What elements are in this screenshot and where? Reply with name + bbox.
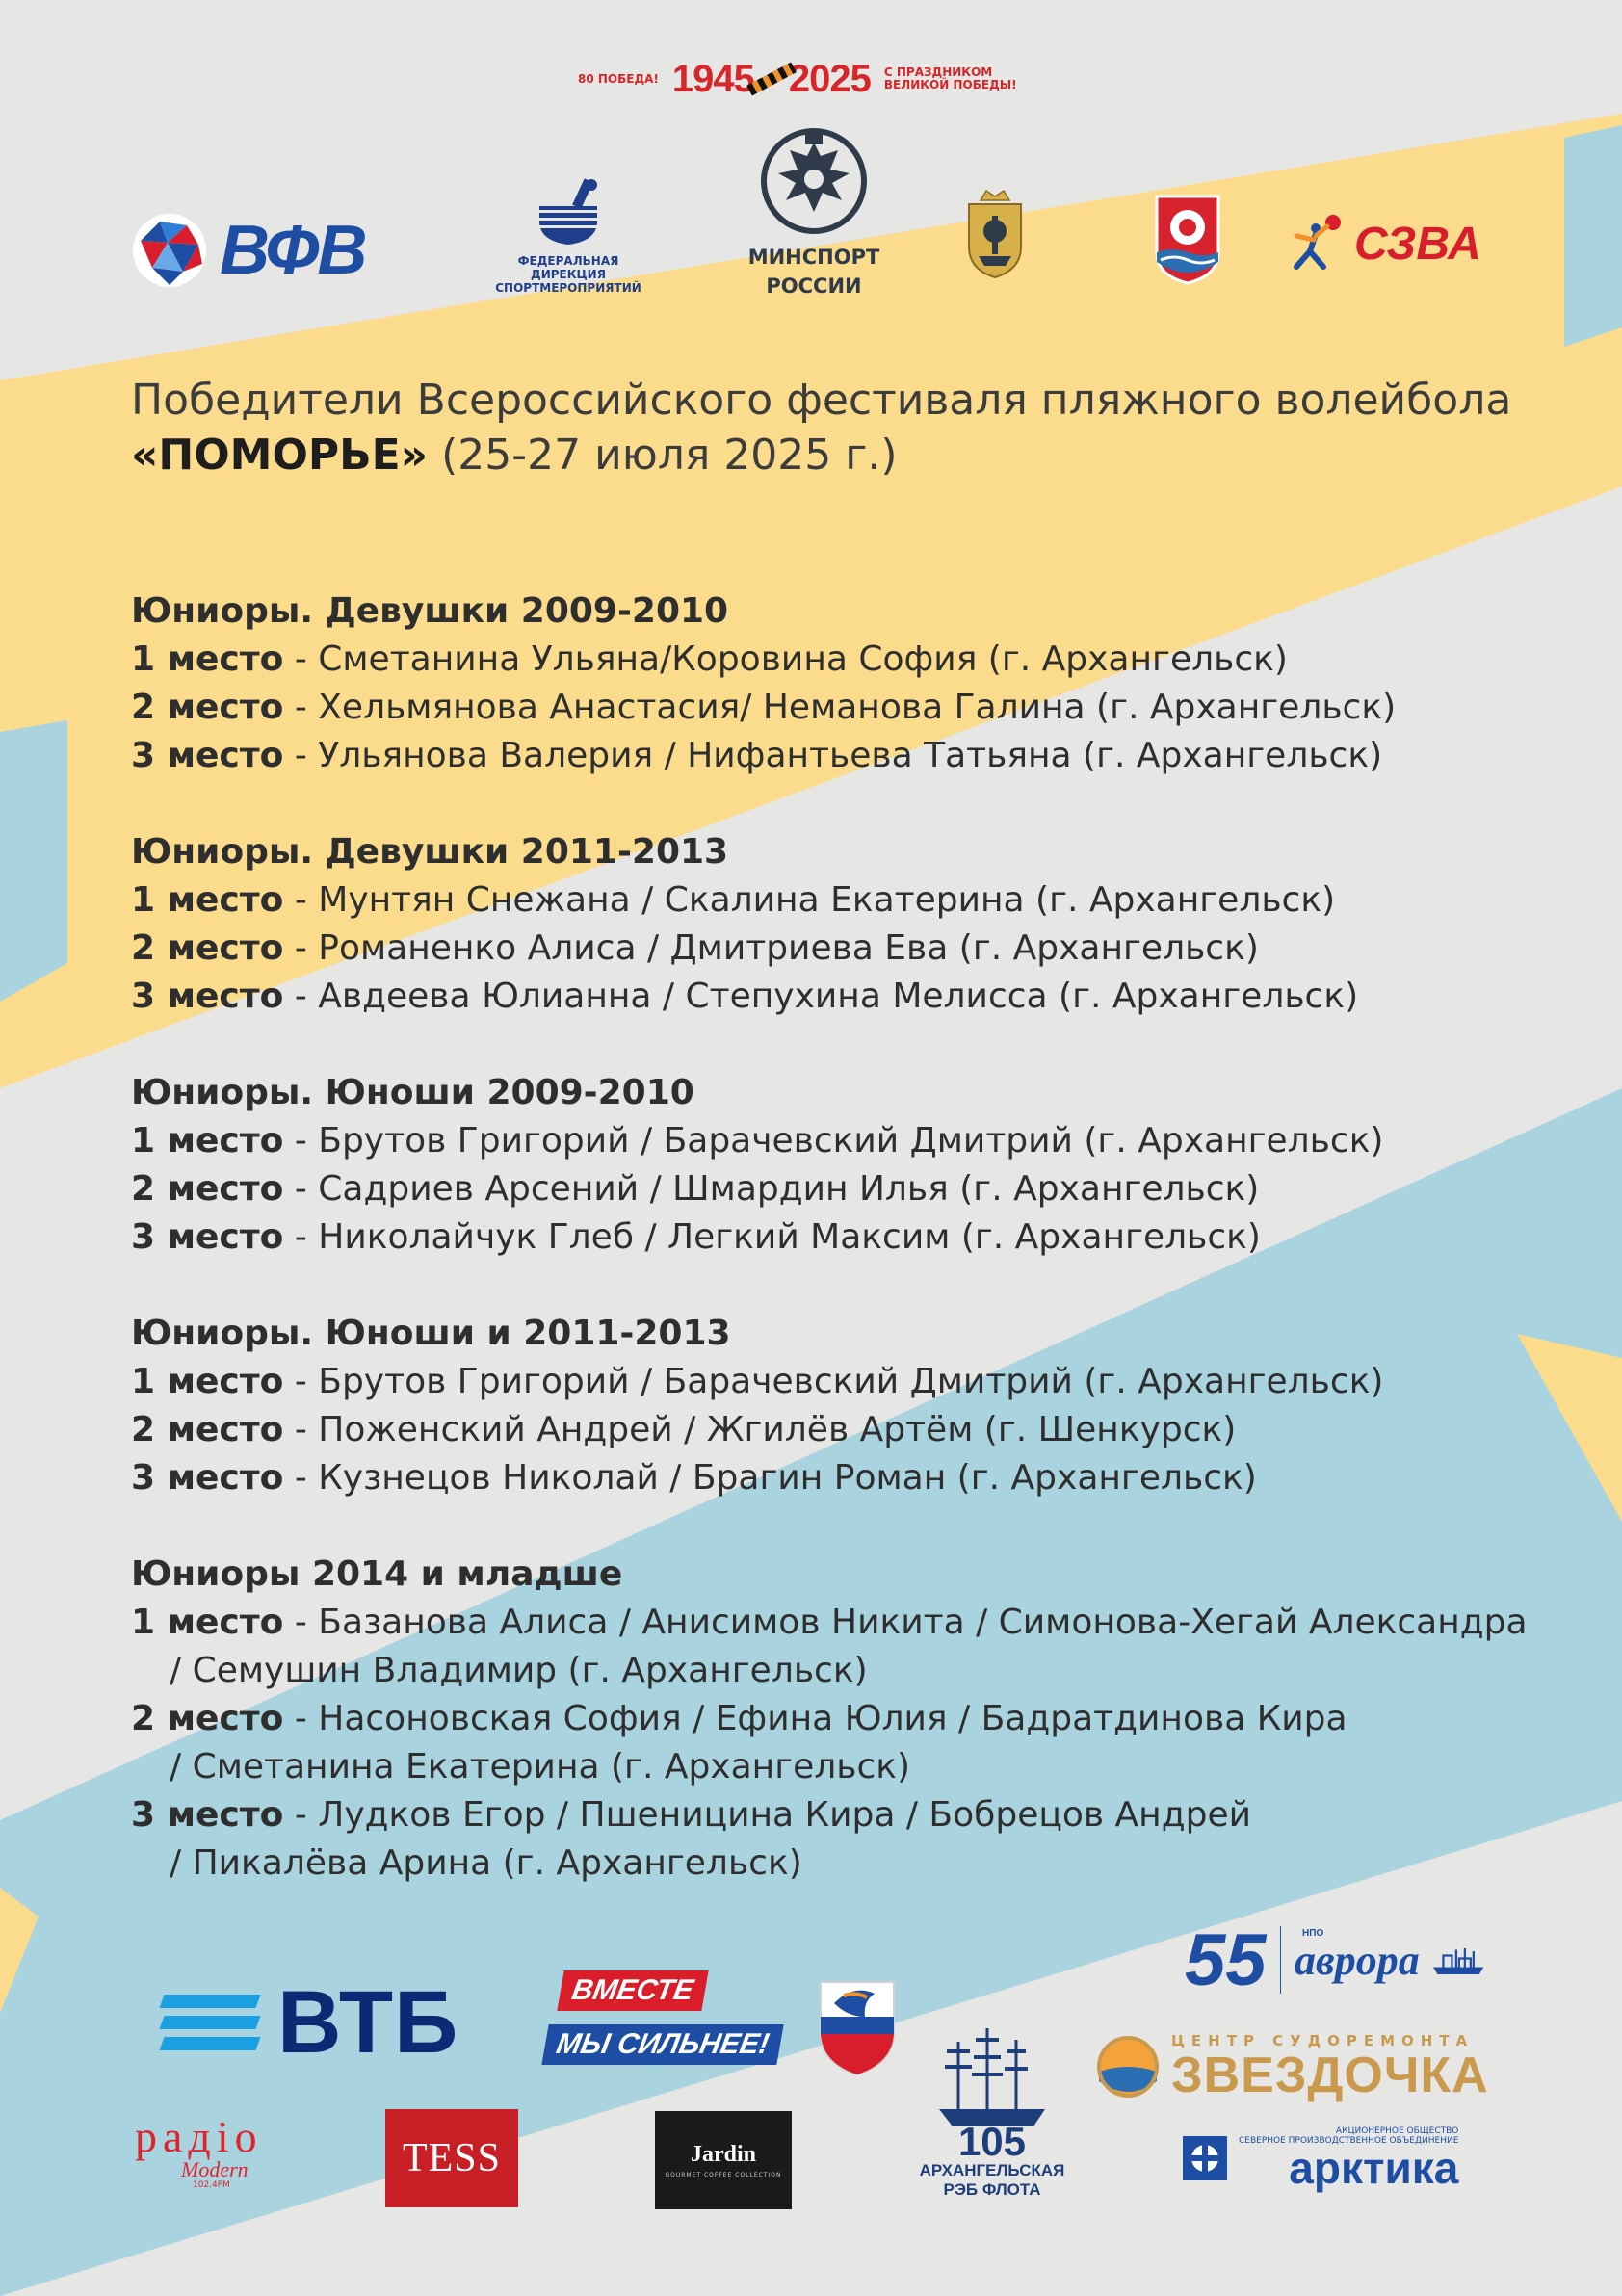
place-row (131, 1599, 1528, 1647)
victory-banner (578, 50, 1040, 108)
minsport-text (737, 243, 891, 300)
szva-text: СЗВА (1354, 218, 1481, 270)
blue-left-wedge (0, 720, 67, 1002)
title-line-1: Победители Всероссийского фестиваля пляжного волейбола (131, 376, 1512, 425)
victory-right-line-1: С ПРАЗДНИКОМ (883, 65, 993, 79)
reb-line-1: АРХАНГЕЛЬСКАЯ (919, 2161, 1065, 2179)
place-row (131, 636, 1528, 684)
radio-frequency: 102.4FM (193, 2180, 230, 2190)
year-start: 1945 (671, 57, 754, 100)
radio-modern-logo (135, 2112, 308, 2211)
zvezdochka-text (1171, 2032, 1489, 2101)
place-winners: - Базанова Алиса / Анисимов Никита / Симонова-Хегай Александра (283, 1603, 1528, 1642)
double-eagle-icon (751, 123, 876, 239)
place-label: 3 место (131, 1795, 284, 1835)
place-label: 3 место (131, 1217, 284, 1257)
radio-modern: Modern (181, 2157, 249, 2181)
result-group (131, 1310, 1528, 1502)
arkhangelsk-region-coat-of-arms-icon (963, 189, 1027, 281)
minsport-logo (737, 123, 891, 306)
vmeste-logo (545, 1970, 776, 2078)
zvezdochka-name: ЗВЕЗДОЧКА (1171, 2048, 1489, 2103)
place-row (131, 684, 1528, 732)
severodvinsk-coat-of-arms-icon (1153, 193, 1222, 285)
fdsm-line-1: ФЕДЕРАЛЬНАЯ (517, 254, 619, 268)
result-group (131, 1069, 1528, 1262)
vfv-text: ВФВ (220, 212, 366, 289)
place-winners: - Насоновская София / Ефина Юлия / Бадратдинова Кира (283, 1699, 1347, 1738)
vtb-stripes-icon (162, 1995, 258, 2050)
place-row (131, 925, 1528, 973)
category-heading: Юниоры. Юноши 2009-2010 (131, 1073, 694, 1112)
arktika-name: арктика (1289, 2143, 1459, 2193)
arktika-text (1239, 2126, 1459, 2193)
volleyball-player-icon (1283, 213, 1350, 274)
place-label: 3 место (131, 736, 284, 775)
victory-left-text: 80 ПОБЕДА! (578, 71, 659, 86)
victory-right-line-2: ВЕЛИКОЙ ПОБЕДЫ! (883, 78, 1017, 91)
vfv-ball-icon (131, 212, 208, 289)
category-heading: Юниоры. Девушки 2011-2013 (131, 832, 729, 872)
avrora-divider (1280, 1926, 1282, 1994)
vmeste-line-2: МЫ СИЛЬНЕЕ! (541, 2024, 783, 2065)
place-label: 2 место (131, 928, 284, 968)
place-winners: - Брутов Григорий / Барачевский Дмитрий (г. Архангельск) (283, 1121, 1384, 1161)
fdsm-text (489, 254, 647, 295)
jardin-text: Jardin (690, 2142, 756, 2167)
place-winners: - Брутов Григорий / Барачевский Дмитрий (г. Архангельск) (283, 1362, 1384, 1401)
sport-shield-logo-icon (815, 1974, 900, 2078)
category-heading: Юниоры. Девушки 2009-2010 (131, 591, 729, 631)
szva-logo (1283, 210, 1485, 277)
place-label: 3 место (131, 1458, 284, 1498)
avrora-logo (1185, 1917, 1483, 2003)
vtb-logo (162, 1965, 460, 2080)
place-row-continuation: / Пикалёва Арина (г. Архангельск) (170, 1843, 802, 1883)
place-row (131, 1791, 1528, 1839)
place-row (131, 1358, 1528, 1406)
arktika-emblem-icon (1181, 2134, 1229, 2182)
place-row (131, 732, 1528, 780)
results-list (131, 587, 1528, 1936)
reb-flota-logo (905, 2022, 1079, 2215)
place-row (131, 1406, 1528, 1454)
fdsm-line-2: ДИРЕКЦИЯ (531, 268, 606, 281)
jardin-logo (655, 2111, 792, 2209)
vmeste-line-1: ВМЕСТЕ (557, 1970, 708, 2011)
tess-text: TESS (402, 2136, 502, 2180)
avrora-text: аврора (1295, 1936, 1420, 1984)
place-winners: - Авдеева Юлианна / Степухина Мелисса (г. Архангельск) (283, 977, 1359, 1016)
place-label: 1 место (131, 1362, 284, 1401)
avrora-name (1295, 1927, 1420, 1985)
zvezdochka-subtitle: ЦЕНТР СУДОРЕМОНТА (1171, 2032, 1475, 2049)
result-group (131, 1551, 1528, 1888)
result-group (131, 587, 1528, 780)
year-end: 2025 (788, 57, 871, 100)
category-heading: Юниоры 2014 и младше (131, 1554, 623, 1594)
place-winners: - Лудков Егор / Пшеницина Кира / Бобрецов Андрей (283, 1795, 1251, 1835)
place-row (131, 1454, 1528, 1502)
place-winners: - Мунтян Снежана / Скалина Екатерина (г. Архангельск) (283, 880, 1336, 920)
arktika-subtitle-2: СЕВЕРНОЕ ПРОИЗВОДСТВЕННОЕ ОБЪЕДИНЕНИЕ (1239, 2136, 1459, 2146)
zvezdochka-logo (1094, 2028, 1489, 2105)
place-label: 1 место (131, 1603, 284, 1642)
place-row-continuation: / Сметанина Екатерина (г. Архангельск) (170, 1747, 911, 1787)
tess-logo (385, 2109, 518, 2207)
festival-dates: (25-27 июля 2025 г.) (428, 430, 898, 480)
place-label: 2 место (131, 1410, 284, 1449)
place-label: 3 место (131, 977, 284, 1016)
place-winners: - Николайчук Глеб / Легкий Максим (г. Архангельск) (283, 1217, 1261, 1257)
place-label: 2 место (131, 1169, 284, 1209)
place-row (131, 973, 1528, 1021)
vfv-logo (131, 212, 410, 289)
place-winners: - Хельмянова Анастасия/ Неманова Галина (г. Архангельск) (283, 688, 1397, 727)
radio-word: радіо (135, 2112, 263, 2161)
place-winners: - Романенко Алиса / Дмитриева Ева (г. Архангельск) (283, 928, 1259, 968)
minsport-line-2: РОССИИ (766, 274, 862, 298)
result-group (131, 828, 1528, 1021)
avrora-npo: НПО (1302, 1927, 1324, 1939)
cruiser-ship-icon (1433, 1941, 1483, 1979)
place-row (131, 1117, 1528, 1165)
minsport-line-1: МИНСПОРТ (747, 246, 880, 269)
place-row (131, 1695, 1528, 1743)
title-line-2 (131, 428, 1518, 483)
fdsm-line-3: СПОРТМЕРОПРИЯТИЙ (495, 281, 641, 295)
place-winners: - Поженский Андрей / Жгилёв Артём (г. Шенкурск) (283, 1410, 1237, 1449)
jardin-subtitle: GOURMET COFFEE COLLECTION (665, 2172, 782, 2179)
category-heading: Юниоры. Юноши и 2011-2013 (131, 1314, 731, 1353)
place-row-continuation: / Семушин Владимир (г. Архангельск) (170, 1651, 868, 1690)
place-label: 1 место (131, 1121, 284, 1161)
victory-years (672, 58, 871, 101)
sailing-ship-icon (920, 2022, 1064, 2157)
victory-right-text (884, 66, 1017, 91)
blue-corner-top (1564, 125, 1622, 347)
festival-name: «ПОМОРЬЕ» (131, 430, 429, 480)
place-label: 1 место (131, 880, 284, 920)
avrora-55: 55 (1185, 1918, 1267, 2001)
shipyard-emblem-icon (1094, 2033, 1162, 2100)
arktika-logo (1181, 2125, 1489, 2192)
fdsm-emblem-icon (520, 177, 616, 250)
place-label: 2 место (131, 1699, 284, 1738)
place-winners: - Сметанина Ульяна/Коровина София (г. Архангельск) (283, 639, 1288, 679)
place-row (131, 876, 1528, 925)
place-winners: - Кузнецов Николай / Брагин Роман (г. Архангельск) (283, 1458, 1257, 1498)
vtb-text: ВТБ (277, 1972, 459, 2072)
reb-line-2: РЭБ ФЛОТА (943, 2180, 1041, 2199)
place-winners: - Ульянова Валерия / Нифантьева Татьяна (г. Архангельск) (283, 736, 1383, 775)
page-title (131, 374, 1518, 483)
place-winners: - Садриев Арсений / Шмардин Илья (г. Архангельск) (283, 1169, 1260, 1209)
place-label: 1 место (131, 639, 284, 679)
place-row (131, 1165, 1528, 1213)
reb-number: 105 (957, 2119, 1027, 2157)
place-row (131, 1213, 1528, 1262)
arktika-subtitle-1: АКЦИОНЕРНОЕ ОБЩЕСТВО (1335, 2126, 1459, 2136)
place-label: 2 место (131, 688, 284, 727)
fdsm-logo (489, 177, 647, 302)
